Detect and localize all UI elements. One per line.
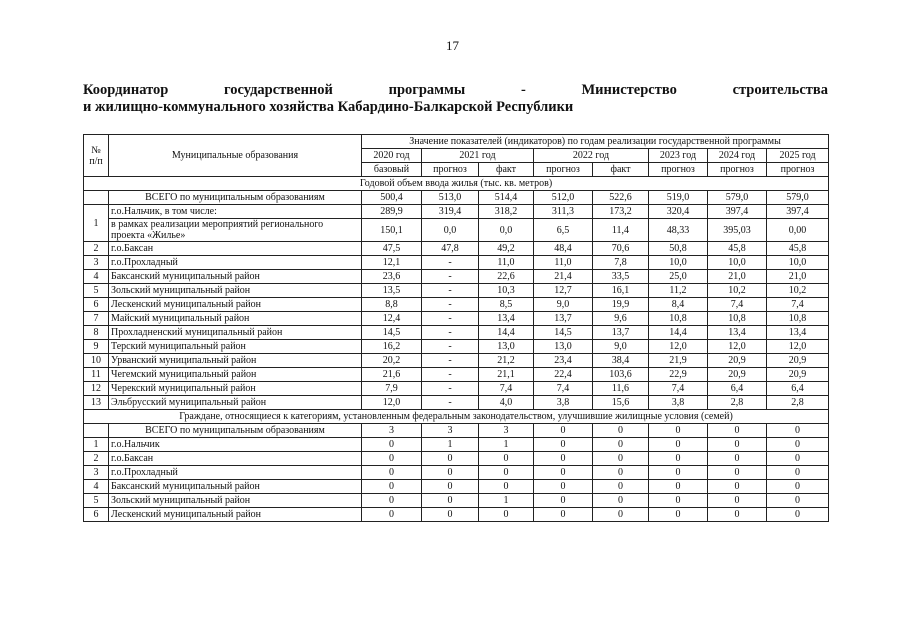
value-cell: 0,00	[767, 219, 829, 242]
value-cell: 514,4	[479, 191, 534, 205]
table-row	[84, 466, 829, 480]
value-cell: 10,8	[708, 312, 767, 326]
value-cell: 0	[479, 466, 534, 480]
value-cell: 0	[649, 494, 708, 508]
value-cell: 0	[422, 480, 479, 494]
row-number: 5	[84, 284, 109, 298]
value-cell: 0	[593, 424, 649, 438]
table-row	[84, 508, 829, 522]
row-name: Черекский муниципальный район	[109, 382, 362, 396]
value-cell: 20,9	[767, 368, 829, 382]
value-cell: 0	[649, 452, 708, 466]
value-cell: 579,0	[767, 191, 829, 205]
value-cell: 11,2	[649, 284, 708, 298]
value-cell: 10,0	[767, 256, 829, 270]
row-number: 1	[84, 205, 109, 242]
value-cell: 10,8	[649, 312, 708, 326]
row-name: Чегемский муниципальный район	[109, 368, 362, 382]
table-row	[84, 452, 829, 466]
value-cell: 8,5	[479, 298, 534, 312]
value-cell: 12,0	[362, 396, 422, 410]
subheader-cell: базовый	[362, 163, 422, 177]
value-cell: 0	[362, 452, 422, 466]
row-name: ВСЕГО по муниципальным образованиям	[109, 191, 362, 205]
table-row	[84, 270, 829, 284]
row-number: 9	[84, 340, 109, 354]
table-row	[84, 396, 829, 410]
value-cell: 13,7	[534, 312, 593, 326]
row-number: 11	[84, 368, 109, 382]
table-row	[84, 354, 829, 368]
table-row	[84, 242, 829, 256]
value-cell: 0	[534, 480, 593, 494]
row-name: Зольский муниципальный район	[109, 494, 362, 508]
value-cell: 7,4	[708, 298, 767, 312]
value-cell: 0	[649, 508, 708, 522]
value-cell: 150,1	[362, 219, 422, 242]
value-cell: 320,4	[649, 205, 708, 219]
group-header: Значение показателей (индикаторов) по годам реализации государственной программы	[362, 135, 829, 149]
value-cell: 16,2	[362, 340, 422, 354]
value-cell: 2,8	[708, 396, 767, 410]
value-cell: 6,5	[534, 219, 593, 242]
table-row	[84, 284, 829, 298]
value-cell: -	[422, 312, 479, 326]
value-cell: 0	[649, 466, 708, 480]
row-name: г.о.Баксан	[109, 452, 362, 466]
value-cell: 23,4	[534, 354, 593, 368]
value-cell: 7,4	[479, 382, 534, 396]
value-cell: 47,5	[362, 242, 422, 256]
value-cell: 0	[362, 438, 422, 452]
row-number: 2	[84, 242, 109, 256]
value-cell: -	[422, 382, 479, 396]
value-cell: 0,0	[422, 219, 479, 242]
row-name: г.о.Прохладный	[109, 256, 362, 270]
row-number	[84, 191, 109, 205]
value-cell: -	[422, 396, 479, 410]
value-cell: 13,4	[479, 312, 534, 326]
row-number: 7	[84, 312, 109, 326]
value-cell: 397,4	[767, 205, 829, 219]
page-number: 17	[446, 38, 459, 53]
value-cell: 48,33	[649, 219, 708, 242]
value-cell: 12,4	[362, 312, 422, 326]
row-number: 1	[84, 438, 109, 452]
table-row	[84, 368, 829, 382]
value-cell: 15,6	[593, 396, 649, 410]
table-row	[84, 480, 829, 494]
value-cell: -	[422, 256, 479, 270]
value-cell: 22,6	[479, 270, 534, 284]
value-cell: 45,8	[767, 242, 829, 256]
value-cell: 0	[593, 466, 649, 480]
row-name: Эльбрусский муниципальный район	[109, 396, 362, 410]
value-cell: 0	[593, 508, 649, 522]
value-cell: 13,0	[534, 340, 593, 354]
row-name: в рамках реализации мероприятий регионального проекта «Жилье»	[109, 219, 362, 242]
value-cell: -	[422, 368, 479, 382]
heading-word: Министерство	[581, 82, 677, 98]
value-cell: 10,0	[708, 256, 767, 270]
row-number: 3	[84, 256, 109, 270]
subheader-cell: прогноз	[534, 163, 593, 177]
value-cell: 12,1	[362, 256, 422, 270]
row-name: г.о.Нальчик	[109, 438, 362, 452]
row-name: г.о.Баксан	[109, 242, 362, 256]
value-cell: -	[422, 354, 479, 368]
value-cell: 10,2	[767, 284, 829, 298]
row-name: Баксанский муниципальный район	[109, 480, 362, 494]
value-cell: 13,5	[362, 284, 422, 298]
heading-word: строительства	[732, 82, 828, 98]
value-cell: 49,2	[479, 242, 534, 256]
value-cell: 70,6	[593, 242, 649, 256]
value-cell: 0	[422, 452, 479, 466]
value-cell: 9,6	[593, 312, 649, 326]
value-cell: 7,4	[534, 382, 593, 396]
row-name: Терский муниципальный район	[109, 340, 362, 354]
value-cell: 0	[767, 480, 829, 494]
value-cell: 10,2	[708, 284, 767, 298]
value-cell: 16,1	[593, 284, 649, 298]
value-cell: 0	[593, 494, 649, 508]
row-number: 4	[84, 480, 109, 494]
value-cell: 0	[422, 508, 479, 522]
value-cell: 0	[708, 508, 767, 522]
value-cell: 0	[534, 424, 593, 438]
col-header-municipality: Муниципальные образования	[109, 135, 362, 177]
row-number: 3	[84, 466, 109, 480]
value-cell: 0	[362, 480, 422, 494]
value-cell: 21,2	[479, 354, 534, 368]
value-cell: 0	[479, 452, 534, 466]
section-title: Годовой объем ввода жилья (тыс. кв. метров)	[84, 177, 829, 191]
year-header: 2020 год	[362, 149, 422, 163]
value-cell: 21,0	[708, 270, 767, 284]
value-cell: 6,4	[708, 382, 767, 396]
subheader-cell: прогноз	[422, 163, 479, 177]
row-name: г.о.Прохладный	[109, 466, 362, 480]
heading-line-2: и жилищно-коммунального хозяйства Кабардино-Балкарской Республики	[83, 99, 574, 115]
value-cell: 0	[422, 466, 479, 480]
col-header-no: № п/п	[84, 135, 109, 177]
row-number: 12	[84, 382, 109, 396]
value-cell: 3	[422, 424, 479, 438]
value-cell: 22,9	[649, 368, 708, 382]
row-name: ВСЕГО по муниципальным образованиям	[109, 424, 362, 438]
value-cell: 21,1	[479, 368, 534, 382]
row-number: 2	[84, 452, 109, 466]
value-cell: 3	[479, 424, 534, 438]
section-title: Граждане, относящиеся к категориям, установленным федеральным законодательством, улучшившие жилищные условия (семей)	[84, 410, 829, 424]
value-cell: 0	[708, 494, 767, 508]
value-cell: 48,4	[534, 242, 593, 256]
value-cell: 8,8	[362, 298, 422, 312]
value-cell: 0	[767, 452, 829, 466]
row-name: Баксанский муниципальный район	[109, 270, 362, 284]
value-cell: 0	[422, 494, 479, 508]
value-cell: 397,4	[708, 205, 767, 219]
value-cell: -	[422, 298, 479, 312]
value-cell: 0	[767, 438, 829, 452]
value-cell: 9,0	[593, 340, 649, 354]
value-cell: 3,8	[534, 396, 593, 410]
value-cell: 14,5	[362, 326, 422, 340]
year-header: 2025 год	[767, 149, 829, 163]
value-cell: 0	[534, 494, 593, 508]
value-cell: 103,6	[593, 368, 649, 382]
value-cell: 11,0	[534, 256, 593, 270]
value-cell: 10,8	[767, 312, 829, 326]
row-number	[84, 424, 109, 438]
value-cell: 3	[362, 424, 422, 438]
value-cell: 0	[708, 424, 767, 438]
row-name: Прохладненский муниципальный район	[109, 326, 362, 340]
value-cell: 11,0	[479, 256, 534, 270]
value-cell: 14,4	[649, 326, 708, 340]
value-cell: 13,0	[479, 340, 534, 354]
value-cell: -	[422, 326, 479, 340]
value-cell: 0	[649, 480, 708, 494]
value-cell: 11,6	[593, 382, 649, 396]
value-cell: 23,6	[362, 270, 422, 284]
subheader-cell: факт	[593, 163, 649, 177]
value-cell: -	[422, 270, 479, 284]
value-cell: 311,3	[534, 205, 593, 219]
subheader-cell: прогноз	[767, 163, 829, 177]
value-cell: 11,4	[593, 219, 649, 242]
value-cell: 0	[767, 508, 829, 522]
value-cell: 319,4	[422, 205, 479, 219]
row-number: 13	[84, 396, 109, 410]
table-row	[84, 382, 829, 396]
value-cell: 4,0	[479, 396, 534, 410]
heading-word: программы	[388, 82, 466, 98]
indicators-table	[83, 134, 829, 522]
value-cell: 10,3	[479, 284, 534, 298]
row-number: 8	[84, 326, 109, 340]
table-row	[84, 340, 829, 354]
value-cell: 1	[422, 438, 479, 452]
value-cell: 0	[534, 466, 593, 480]
value-cell: 20,2	[362, 354, 422, 368]
value-cell: -	[422, 284, 479, 298]
value-cell: 0	[479, 480, 534, 494]
value-cell: -	[422, 340, 479, 354]
value-cell: 513,0	[422, 191, 479, 205]
row-name: Зольский муниципальный район	[109, 284, 362, 298]
value-cell: 47,8	[422, 242, 479, 256]
value-cell: 7,4	[649, 382, 708, 396]
year-header: 2021 год	[422, 149, 534, 163]
value-cell: 19,9	[593, 298, 649, 312]
table-row	[84, 326, 829, 340]
row-number: 4	[84, 270, 109, 284]
value-cell: 8,4	[649, 298, 708, 312]
value-cell: 0	[534, 438, 593, 452]
value-cell: 20,9	[767, 354, 829, 368]
value-cell: 7,8	[593, 256, 649, 270]
subheader-cell: прогноз	[708, 163, 767, 177]
value-cell: 0	[649, 424, 708, 438]
value-cell: 25,0	[649, 270, 708, 284]
value-cell: 0	[767, 424, 829, 438]
table-row	[84, 424, 829, 438]
year-header: 2022 год	[534, 149, 649, 163]
value-cell: 0	[534, 508, 593, 522]
value-cell: 13,7	[593, 326, 649, 340]
table-row	[84, 494, 829, 508]
value-cell: 21,4	[534, 270, 593, 284]
value-cell: 289,9	[362, 205, 422, 219]
value-cell: 0	[479, 508, 534, 522]
value-cell: 38,4	[593, 354, 649, 368]
value-cell: 500,4	[362, 191, 422, 205]
row-number: 10	[84, 354, 109, 368]
value-cell: 9,0	[534, 298, 593, 312]
value-cell: 0	[362, 508, 422, 522]
value-cell: 0	[593, 480, 649, 494]
row-name: Лескенский муниципальный район	[109, 508, 362, 522]
table-row	[84, 219, 829, 242]
value-cell: 33,5	[593, 270, 649, 284]
row-name: Майский муниципальный район	[109, 312, 362, 326]
value-cell: 0	[649, 438, 708, 452]
table-row	[84, 205, 829, 219]
value-cell: 6,4	[767, 382, 829, 396]
value-cell: 0	[534, 452, 593, 466]
value-cell: 0	[708, 480, 767, 494]
heading-word: государственной	[224, 82, 333, 98]
value-cell: 21,9	[649, 354, 708, 368]
year-header: 2023 год	[649, 149, 708, 163]
value-cell: 2,8	[767, 396, 829, 410]
heading-word: -	[520, 82, 526, 98]
table-row	[84, 191, 829, 205]
value-cell: 173,2	[593, 205, 649, 219]
table-row	[84, 256, 829, 270]
row-name: Лескенский муниципальный район	[109, 298, 362, 312]
value-cell: 12,0	[708, 340, 767, 354]
table-row	[84, 312, 829, 326]
value-cell: 20,9	[708, 368, 767, 382]
value-cell: 318,2	[479, 205, 534, 219]
value-cell: 12,7	[534, 284, 593, 298]
value-cell: 522,6	[593, 191, 649, 205]
value-cell: 1	[479, 438, 534, 452]
value-cell: 14,5	[534, 326, 593, 340]
value-cell: 20,9	[708, 354, 767, 368]
row-number: 5	[84, 494, 109, 508]
value-cell: 7,9	[362, 382, 422, 396]
subheader-cell: прогноз	[649, 163, 708, 177]
value-cell: 13,4	[767, 326, 829, 340]
value-cell: 22,4	[534, 368, 593, 382]
value-cell: 21,0	[767, 270, 829, 284]
heading-line-1	[83, 82, 828, 99]
year-header: 2024 год	[708, 149, 767, 163]
value-cell: 3,8	[649, 396, 708, 410]
value-cell: 512,0	[534, 191, 593, 205]
value-cell: 519,0	[649, 191, 708, 205]
heading-word: Координатор	[83, 82, 169, 98]
value-cell: 0	[767, 494, 829, 508]
value-cell: 12,0	[649, 340, 708, 354]
value-cell: 0	[708, 466, 767, 480]
value-cell: 0	[593, 452, 649, 466]
value-cell: 0,0	[479, 219, 534, 242]
value-cell: 0	[767, 466, 829, 480]
value-cell: 50,8	[649, 242, 708, 256]
table-row	[84, 298, 829, 312]
value-cell: 12,0	[767, 340, 829, 354]
row-number: 6	[84, 508, 109, 522]
value-cell: 579,0	[708, 191, 767, 205]
value-cell: 0	[708, 438, 767, 452]
value-cell: 0	[362, 466, 422, 480]
value-cell: 0	[593, 438, 649, 452]
subheader-cell: факт	[479, 163, 534, 177]
value-cell: 0	[708, 452, 767, 466]
value-cell: 10,0	[649, 256, 708, 270]
row-number: 6	[84, 298, 109, 312]
value-cell: 7,4	[767, 298, 829, 312]
value-cell: 14,4	[479, 326, 534, 340]
value-cell: 13,4	[708, 326, 767, 340]
row-name: г.о.Нальчик, в том числе:	[109, 205, 362, 219]
value-cell: 0	[362, 494, 422, 508]
row-name: Урванский муниципальный район	[109, 354, 362, 368]
value-cell: 45,8	[708, 242, 767, 256]
value-cell: 395,03	[708, 219, 767, 242]
value-cell: 1	[479, 494, 534, 508]
table-row	[84, 438, 829, 452]
value-cell: 21,6	[362, 368, 422, 382]
